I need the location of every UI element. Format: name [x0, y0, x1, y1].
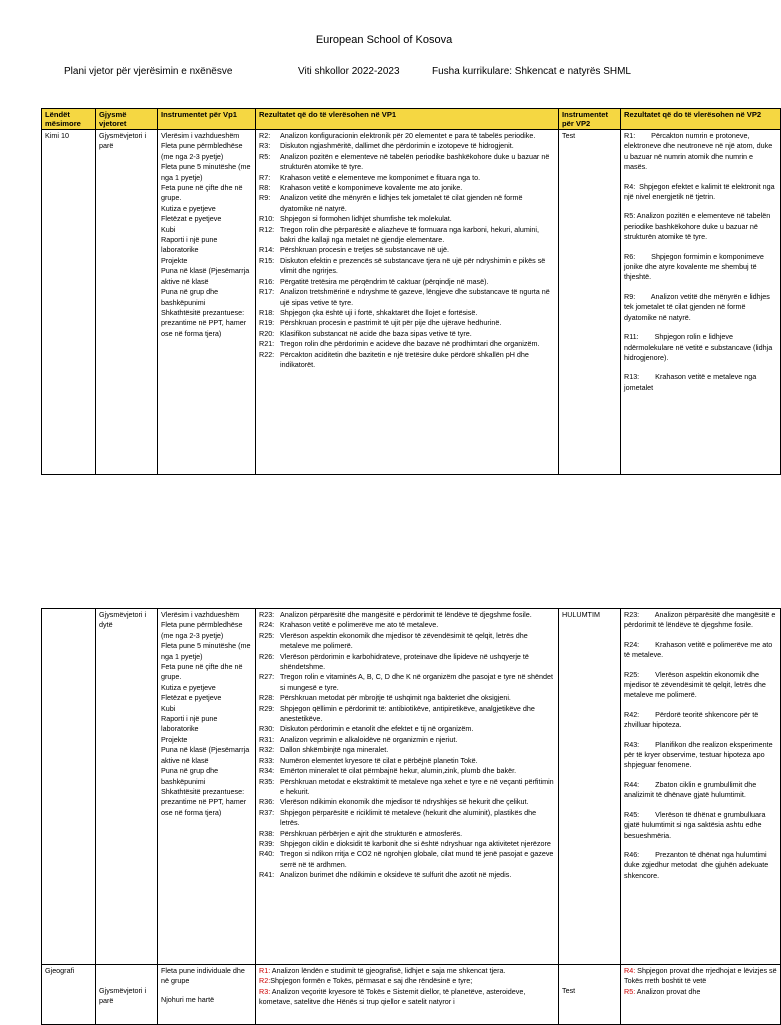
result-code: R21:	[259, 339, 275, 349]
instruments-cell	[158, 130, 256, 475]
result-code: R5:	[624, 986, 636, 996]
result-text: Përshkruan procesin e tretjes së substancave në ujë.	[280, 245, 450, 255]
instrument-item: Vlerësim i vazhdueshëm	[161, 610, 240, 619]
instrument-item: Fletëzat e pyetjeve	[161, 214, 222, 224]
vp2-results-cell	[621, 965, 781, 1025]
result-code: R27:	[259, 672, 275, 682]
result-text: Përcakton aciditetin dhe bazitetin e një tretësire duke përdorë shkallën pH dhe indikatorët.	[280, 349, 529, 369]
result-code: R38:	[259, 828, 275, 838]
result-item	[624, 987, 777, 997]
result-code: R8:	[259, 183, 271, 193]
result-item: R6: Shpjegon formimin e komponimeve jonike dhe atyre kovalente me shembuj të thjeshtë.	[624, 251, 766, 282]
result-code: R22:	[259, 349, 275, 359]
result-text: Shpjegon provat dhe rrjedhojat e lëvizjes së Tokës rreth boshtit të vetë	[624, 966, 777, 986]
instrument-item: Fleta pune përmbledhëse (me nga 2-3 pyetje)	[161, 141, 243, 161]
result-item: R5: Analizon pozitën e elementeve në tabelën periodike bashkëkohore duke u bazuar në strukturën atomike të tyre.	[624, 211, 773, 242]
result-item: R42: Përdorë teoritë shkencore për të zhvilluar hipoteza.	[624, 709, 761, 730]
result-text: Analizon burimet dhe ndikimin e oksideve të sulfurit dhe azotit në mjedis.	[280, 870, 512, 880]
result-code: R15:	[259, 255, 275, 265]
result-item	[259, 693, 555, 703]
result-item	[259, 173, 555, 183]
result-item	[259, 777, 555, 798]
semester-cell: Gjysmëvjetori i parë	[96, 130, 158, 475]
result-item	[259, 745, 555, 755]
result-item	[259, 797, 555, 807]
result-item	[259, 839, 555, 849]
result-text: Përshkruan metodat e ekstraktimit të metaleve nga xehet e tyre e në veçanti përfitimin e hekurit.	[280, 776, 554, 796]
result-item	[259, 631, 555, 652]
instruments-cell	[158, 965, 256, 1025]
result-text: Përshkruan metodat për mbrojtje të ushqimit nga bakteriet dhe oksigjeni.	[280, 693, 511, 703]
result-item	[259, 829, 555, 839]
result-text: Përgatitë tretësira me përqëndrim të caktuar (përqindje në masë).	[280, 276, 489, 286]
result-text: Krahason vetitë e komponimeve kovalente me ato jonike.	[280, 183, 463, 193]
result-item: R43: Planifikon dhe realizon eksperimente për të kryer observime, testuar hipoteza apo shpjeguar fenomene.	[624, 739, 775, 770]
result-item	[259, 976, 555, 986]
result-item	[259, 350, 555, 371]
result-text: Krahason vetitë e elementeve me komponimet e fituara nga to.	[280, 172, 481, 182]
curricular-area: Fusha kurrikulare: Shkencat e natyrës SHML	[432, 66, 631, 77]
instrument-item: Fleta pune 5 minutëshe (me nga 1 pyetje)	[161, 162, 251, 182]
instrument-item: Projekte	[161, 255, 188, 265]
instrument-item: Kubi	[161, 703, 176, 713]
result-item	[259, 152, 555, 173]
result-text: Analizon vetitë dhe mënyrën e lidhjes tek jometalet të cilat gjenden në formë dyatomike në natyrë.	[280, 193, 523, 213]
result-text: Analizon përparësitë dhe mangësitë e përdorimit të lëndëve të djegshme fosile.	[280, 610, 532, 619]
result-item: R11: Shpjegon rolin e lidhjeve ndërmolekulare në vetitë e substancave (lidhja hidrogjenore).	[624, 332, 775, 362]
assessment-table-1	[41, 108, 781, 475]
result-item	[259, 131, 555, 141]
result-text: Diskuton ngjashmëritë, dallimet dhe përdorimin e izotopeve të hidrogjenit.	[280, 141, 514, 151]
result-code: R41:	[259, 870, 275, 880]
result-code: R35:	[259, 776, 275, 786]
result-code: R33:	[259, 755, 275, 765]
result-item	[259, 672, 555, 693]
result-text: Diskuton përdorimin e etanolit dhe efektet e tij në organizëm.	[280, 724, 474, 734]
table-row	[42, 965, 781, 1025]
result-item	[259, 256, 555, 277]
result-code: R12:	[259, 224, 275, 234]
result-text: Analizon lëndën e studimit të gjeografisë, lidhjet e saja me shkencat tjera.	[270, 966, 506, 975]
instrument-item: Fleta pune përmbledhëse (me nga 2-3 pyetje)	[161, 620, 243, 640]
instrument-item: Fletëzat e pyetjeve	[161, 693, 222, 703]
result-item	[259, 724, 555, 734]
header-results-vp2: Rezultatet që do të vlerësohen në VP2	[621, 109, 781, 130]
result-item: R23: Analizon përparësitë dhe mangësitë e përdorimit të lëndëve të djegshme fosile.	[624, 610, 778, 630]
result-code: R37:	[259, 807, 275, 817]
result-item	[259, 652, 555, 673]
instrument-item: Feta pune në çifte dhe në grupe.	[161, 662, 243, 682]
vp2-results-list	[624, 966, 777, 997]
vp2-results-cell	[621, 130, 781, 475]
header-subjects: Lëndët mësimore	[42, 109, 96, 130]
header-results-vp1: Rezultatet që do të vlerësohen në VP1	[256, 109, 559, 130]
result-text: Vlerëson ndikimin ekonomik dhe mjedisor të ndryshkjes së hekurit dhe çelikut.	[280, 797, 529, 807]
table-row	[42, 130, 781, 475]
result-item	[259, 141, 555, 151]
instrument-item: Kutiza e pyetjeve	[161, 682, 216, 692]
instrument-item: Puna në grup dhe bashkëpunimi	[161, 766, 219, 786]
result-text: Tregon rolin e vitaminës A, B, C, D dhe K në organizëm dhe pasojat e tyre në shëndet si mungesë e tyre.	[280, 672, 554, 692]
result-code: R19:	[259, 318, 275, 328]
instruments-list	[161, 131, 252, 339]
result-item	[259, 277, 555, 287]
vp2-results-list	[624, 610, 777, 881]
result-item	[259, 193, 555, 214]
result-item	[259, 735, 555, 745]
subject-cell	[42, 609, 96, 965]
result-item	[259, 245, 555, 255]
result-code: R24:	[259, 620, 275, 630]
result-code: R3:	[259, 986, 271, 996]
result-text: Shpjegon formën e Tokës, përmasat e saj dhe rëndësinë e tyre;	[270, 976, 473, 986]
result-code: R40:	[259, 849, 275, 859]
subject-cell: Kimi 10	[42, 130, 96, 475]
result-item	[259, 329, 555, 339]
school-year: Viti shkollor 2022-2023	[298, 66, 400, 77]
vp1-results-cell	[256, 609, 559, 965]
result-code: R4:	[624, 966, 636, 975]
result-item	[259, 318, 555, 328]
instrument-item: Puna në grup dhe bashkëpunimi	[161, 287, 219, 307]
school-title: European School of Kosova	[315, 34, 453, 46]
result-code: R29:	[259, 703, 275, 713]
result-code: R32:	[259, 745, 275, 755]
instrument-item: Njohuri me hartë	[161, 994, 215, 1004]
vp1-results-list	[259, 131, 555, 370]
instrument-item: Fleta pune 5 minutëshe (me nga 1 pyetje)	[161, 641, 251, 661]
header-instruments-vp2: Instrumentet për VP2	[559, 109, 621, 130]
result-item	[259, 308, 555, 318]
semester-label: Gjysmëvjetori i parë	[99, 986, 147, 1006]
result-item: R24: Krahason vetitë e polimerëve me ato të metaleve.	[624, 639, 775, 660]
vp2-results-cell	[621, 609, 781, 965]
result-code: R18:	[259, 307, 275, 317]
result-code: R7:	[259, 172, 271, 182]
result-item: R45: Vlerëson të dhënat e grumbulluara gjatë hulumtimit si nga saktësia ashtu edhe besueshmëria.	[624, 809, 768, 840]
result-text: Tregon rolin dhe përparësitë e aliazheve të formuara nga karboni, hekuri, alumini, bakri dhe kallaji nga metalet në gjendje elementare.	[280, 224, 540, 245]
result-item: R46: Prezanton të dhënat nga hulumtimi duke zgjedhur metodat dhe gjuhën adekuate shkencore.	[624, 849, 771, 880]
vp2-instrument-cell	[559, 965, 621, 1025]
result-text: Emërton mineralet të cilat përmbajnë hekur, alumin,zink, plumb dhe bakër.	[280, 766, 517, 776]
result-item	[259, 704, 555, 725]
result-text: Tregon rolin dhe përdorimin e acideve dhe bazave në prodhimtari dhe organizëm.	[280, 339, 540, 349]
result-code: R20:	[259, 328, 275, 338]
instruments-cell	[158, 609, 256, 965]
result-item	[259, 610, 555, 620]
semester-cell: Gjysmëvjetori i dytë	[96, 609, 158, 965]
result-code: R2:	[259, 131, 271, 140]
result-code: R25:	[259, 630, 275, 640]
instrument-item: Raporti i një pune laboratorike	[161, 714, 218, 734]
result-text: Krahason vetitë e polimerëve me ato të metaleve.	[280, 620, 439, 630]
result-item	[259, 756, 555, 766]
vp1-results-list	[259, 610, 555, 881]
result-code: R28:	[259, 693, 275, 703]
result-code: R34:	[259, 766, 275, 776]
result-item: R25: Vlerëson aspektin ekonomik dhe mjedisor të zëvendësimit të qelqit, letrës dhe metaleve me polimerë.	[624, 669, 768, 700]
instrument-item: Feta pune në çifte dhe në grupe.	[161, 183, 243, 203]
result-item	[259, 620, 555, 630]
vp1-results-cell	[256, 130, 559, 475]
result-text: Përshkruan procesin e pastrimit të ujit për pije dhe ujërave hedhurinë.	[280, 318, 502, 328]
result-text: Analizon pozitën e elementeve në tabelën periodike bashkëkohore duke u bazuar në strukturën atomike të tyre.	[280, 151, 550, 172]
result-code: R17:	[259, 287, 275, 297]
instruments-list	[161, 610, 252, 818]
result-item	[259, 849, 555, 870]
result-item: R1: Përcakton numrin e protoneve, elektroneve dhe neutroneve në një atom, duke u bazuar në numrin atomik dhe numrin e masës.	[624, 131, 775, 172]
result-text: Analizon veçoritë kryesore të Tokës e Sistemit diellor, të planetëve, asteroideve, kometave, satelitve dhe Hënës si trup qiellor e satelit natyror i	[259, 986, 526, 1007]
result-text: Analizon veprimin e alkaloidëve në organizmin e njeriut.	[280, 734, 458, 744]
result-item	[259, 966, 555, 976]
result-text: Shpjegon si formohen lidhjet shumfishe tek molekulat.	[280, 214, 452, 224]
result-code: R31:	[259, 734, 275, 744]
instrument-item: Kubi	[161, 224, 176, 234]
result-text: Analizon provat dhe	[635, 986, 701, 996]
result-item	[259, 870, 555, 880]
result-text: Përshkruan përbërjen e ajrit dhe strukturën e atmosferës.	[280, 828, 463, 838]
result-code: R14:	[259, 245, 275, 255]
result-item	[259, 987, 555, 1008]
instrument-item: Fleta pune individuale dhe në grupe	[161, 966, 245, 986]
result-code: R26:	[259, 651, 275, 661]
result-text: Shpjegon ciklin e dioksidit të karbonit dhe si është ndryshuar nga aktivitetet njerëzore	[280, 838, 551, 848]
header-semesters: Gjysmë vjetoret	[96, 109, 158, 130]
result-text: Shpjegon përparësitë e riciklimit të metaleve (hekurit dhe aluminit), plastikës dhe letrës.	[280, 807, 537, 828]
plan-title: Plani vjetor për vjerësimin e nxënësve	[64, 66, 233, 77]
table-row	[42, 609, 781, 965]
result-item: R44: Zbaton ciklin e grumbullimit dhe analizimit të dhënave gjatë hulumtimit.	[624, 779, 759, 800]
result-text: Analizon konfiguracionin elektronik për 20 elementet e para të tabelës periodike.	[280, 131, 536, 140]
result-code: R16:	[259, 276, 275, 286]
result-item	[259, 225, 555, 246]
instrument-item: Projekte	[161, 734, 188, 744]
result-code: R36:	[259, 797, 275, 807]
assessment-table-2	[41, 608, 781, 1025]
result-code: R1:	[259, 966, 271, 975]
table-header-row	[42, 109, 781, 130]
vp1-results-cell	[256, 965, 559, 1025]
result-code: R39:	[259, 838, 275, 848]
instrument-item: Kutiza e pyetjeve	[161, 203, 216, 213]
result-text: Shpjegon çka është uji i fortë, shkaktarët dhe llojet e fortësisë.	[280, 307, 478, 317]
instrument-item: Shkathtësitë prezantuese: prezantime në PPT, hamer ose në forma tjera)	[161, 307, 247, 338]
instrument-item: Puna në klasë (Pjesëmarrja aktive në klasë	[161, 266, 250, 286]
result-text: Dallon shkëmbinjtë nga mineralet.	[280, 745, 389, 755]
instrument-item: Vlerësim i vazhdueshëm	[161, 131, 240, 140]
instrument-item: Puna në klasë (Pjesëmarrja aktive në klasë	[161, 745, 250, 765]
result-text: Tregon si ndikon rritja e CO2 në ngrohjen globale, cilat mund të jenë pasojat e gazeve serrë në të ardhmen.	[280, 849, 554, 869]
result-item	[259, 287, 555, 308]
header-instruments-vp1: Instrumentet për Vp1	[158, 109, 256, 130]
vp1-results-list	[259, 966, 555, 1008]
vp2-instrument-cell: HULUMTIM	[559, 609, 621, 965]
result-text: Vlerëson aspektin ekonomik dhe mjedisor të zëvendësimit të qelqit, letrës dhe metaleve me polimerë.	[280, 630, 528, 651]
result-item	[259, 766, 555, 776]
result-code: R23:	[259, 610, 275, 619]
result-text: Analizon tretshmërinë e ndryshme të gazeve, lëngjeve dhe substancave të ngurta në ujë sipas vetive të tyre.	[280, 287, 550, 307]
result-item	[624, 966, 777, 987]
result-text: Shpjegon qëllimin e përdorimit të: antibiotikëve, antipiretikëve, analgjetikëve dhe anestetikëve.	[280, 703, 535, 724]
result-item	[259, 214, 555, 224]
result-text: Vlerëson përdorimin e karbohidrateve, proteinave dhe lipideve në ushqyerje të shëndetshme.	[280, 651, 529, 672]
result-code: R3:	[259, 141, 271, 151]
result-code: R30:	[259, 724, 275, 734]
result-item: R9: Analizon vetitë dhe mënyrën e lidhjes tek jometalet të cilat gjenden në formë dyatomike në natyrë.	[624, 291, 772, 322]
result-item: R13: Krahason vetitë e metaleve nga jometalet	[624, 372, 759, 392]
vp2-instrument-cell: Test	[559, 130, 621, 475]
result-text: Diskuton efektin e prezencës së substancave tjera në ujë për ndryshimin e pikës së vlimit dhe ngrirjes.	[280, 255, 546, 276]
result-text: Numëron elementet kryesore të cilat e përbëjnë planetin Tokë.	[280, 755, 478, 765]
result-code: R2:	[259, 976, 271, 986]
result-code: R10:	[259, 214, 275, 224]
result-code: R9:	[259, 193, 271, 203]
result-item	[259, 339, 555, 349]
result-code: R5:	[259, 151, 271, 161]
result-item	[259, 183, 555, 193]
result-text: Klasifikon substancat në acide dhe baza sipas vetive të tyre.	[280, 328, 472, 338]
vp2-results-list	[624, 131, 777, 393]
instrument-item: Shkathtësitë prezantuese: prezantime në PPT, hamer ose në forma tjera)	[161, 786, 247, 817]
result-item: R4: Shpjegon efektet e kalimit të elektronit nga një nivel energjetik në tjetrin.	[624, 181, 777, 202]
instrument-item: Raporti i një pune laboratorike	[161, 235, 218, 255]
subject-cell: Gjeografi	[42, 965, 96, 1025]
vp2-instrument-label: Test	[562, 986, 576, 995]
semester-cell	[96, 965, 158, 1025]
result-item	[259, 808, 555, 829]
